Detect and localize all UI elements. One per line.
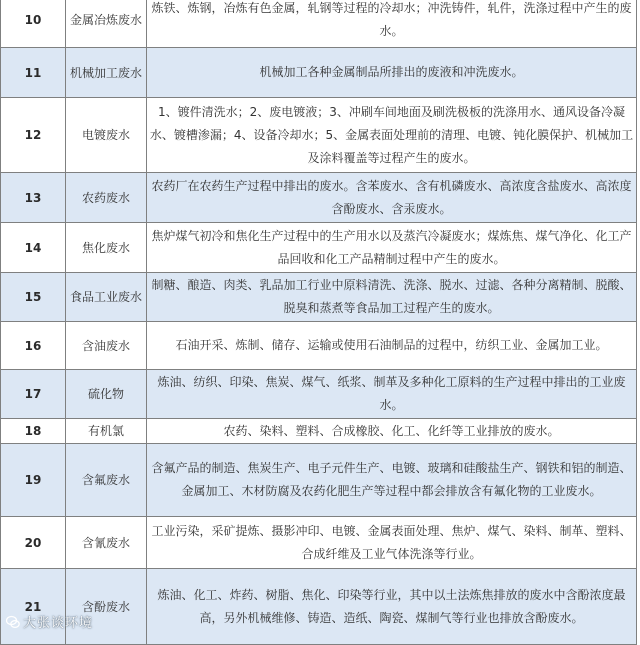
- table-row: [1, 370, 637, 419]
- row-number: 21: [1, 569, 66, 645]
- row-number: 17: [1, 370, 66, 419]
- table-row: [1, 0, 637, 48]
- table-row: [1, 569, 637, 645]
- row-number: 11: [1, 48, 66, 98]
- wastewater-source: 1、镀件清洗水；2、废电镀液；3、冲刷车间地面及刷洗极板的洗涤用水、通风设备冷凝水、镀槽渗漏；4、设备冷却水；5、金属表面处理前的清理、电镀、钝化膜保护、机械加工及涂料覆盖等过程产生的废水。: [147, 98, 637, 173]
- table-row: [1, 223, 637, 273]
- wastewater-source: 炼铁、炼钢，冶炼有色金属，轧钢等过程的冷却水；冲洗铸件，轧件，洗涤过程中产生的废水。: [147, 0, 637, 48]
- wastewater-type: 焦化废水: [66, 223, 147, 273]
- wastewater-type: 硫化物: [66, 370, 147, 419]
- row-number: 20: [1, 517, 66, 569]
- table-row: [1, 273, 637, 322]
- wastewater-source: 工业污染，采矿提炼、摄影冲印、电镀、金属表面处理、焦炉、煤气、染料、制革、塑料、合成纤维及工业气体洗涤等行业。: [147, 517, 637, 569]
- wastewater-type: 含油废水: [66, 322, 147, 370]
- table-row: [1, 517, 637, 569]
- wastewater-source: 制糖、酿造、肉类、乳品加工行业中原料清洗、洗涤、脱水、过滤、各种分离精制、脱酸、脱臭和蒸煮等食品加工过程产生的废水。: [147, 273, 637, 322]
- wastewater-type: 有机氯: [66, 419, 147, 444]
- wastewater-source: 农药厂在农药生产过程中排出的废水。含苯废水、含有机磷废水、高浓度含盐废水、高浓度含酚废水、含汞废水。: [147, 173, 637, 223]
- row-number: 16: [1, 322, 66, 370]
- wastewater-type: 机械加工废水: [66, 48, 147, 98]
- wastewater-type: 电镀废水: [66, 98, 147, 173]
- watermark-text: 大张谈环境: [23, 616, 94, 631]
- row-number: 12: [1, 98, 66, 173]
- row-number: 15: [1, 273, 66, 322]
- wastewater-source: 炼油、纺织、印染、焦炭、煤气、纸浆、制革及多种化工原料的生产过程中排出的工业废水。: [147, 370, 637, 419]
- table-row: [1, 98, 637, 173]
- wastewater-source: 机械加工各种金属制品所排出的废液和冲洗废水。: [147, 48, 637, 98]
- wastewater-type: 农药废水: [66, 173, 147, 223]
- wastewater-type: 含氰废水: [66, 517, 147, 569]
- row-number: 13: [1, 173, 66, 223]
- wastewater-source: 焦炉煤气初冷和焦化生产过程中的生产用水以及蒸汽冷凝废水；煤炼焦、煤气净化、化工产品回收和化工产品精制过程中产生的废水。: [147, 223, 637, 273]
- row-number: 19: [1, 444, 66, 517]
- wastewater-source: 农药、染料、塑料、合成橡胶、化工、化纤等工业排放的废水。: [147, 419, 637, 444]
- wastewater-type: 含酚废水: [66, 569, 147, 645]
- row-number: 18: [1, 419, 66, 444]
- wastewater-source: 含氟产品的制造、焦炭生产、电子元件生产、电镀、玻璃和硅酸盐生产、钢铁和铝的制造、金属加工、木材防腐及农药化肥生产等过程中都会排放含有氟化物的工业废水。: [147, 444, 637, 517]
- row-number: 14: [1, 223, 66, 273]
- wastewater-type: 金属冶炼废水: [66, 0, 147, 48]
- wastewater-source: 石油开采、炼制、储存、运输或使用石油制品的过程中，纺织工业、金属加工业。: [147, 322, 637, 370]
- row-number: 10: [1, 0, 66, 48]
- table-row: [1, 444, 637, 517]
- table-row: [1, 322, 637, 370]
- table-row: [1, 48, 637, 98]
- watermark: [6, 612, 93, 631]
- wechat-icon: [6, 615, 20, 629]
- wastewater-type: 食品工业废水: [66, 273, 147, 322]
- table-row: [1, 173, 637, 223]
- table-row: [1, 419, 637, 444]
- wastewater-type: 含氟废水: [66, 444, 147, 517]
- wastewater-source: 炼油、化工、炸药、树脂、焦化、印染等行业，其中以土法炼焦排放的废水中含酚浓度最高，另外机械维修、铸造、造纸、陶瓷、煤制气等行业也排放含酚废水。: [147, 569, 637, 645]
